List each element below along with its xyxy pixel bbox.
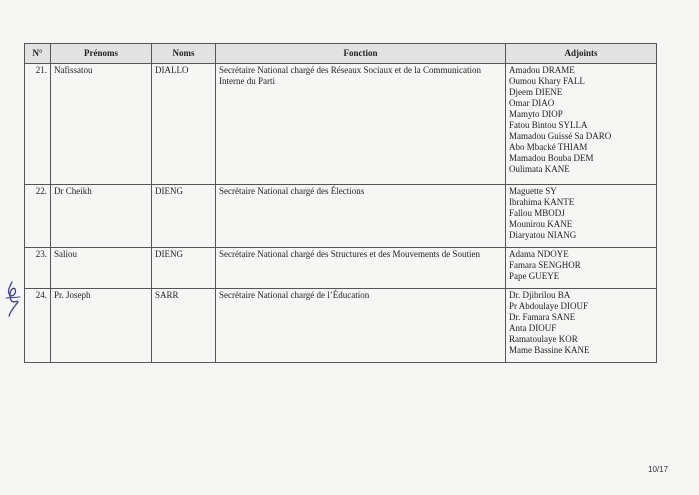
row-nom: DIENG xyxy=(152,185,216,248)
row-adjoints xyxy=(506,248,657,289)
row-fonction: Secrétaire National chargé de l’Éducation xyxy=(216,289,506,363)
adjoint-name: Oulimata KANE xyxy=(509,164,570,174)
adjoint-name: Fatou Bintou SYLLA xyxy=(509,120,588,130)
table-row xyxy=(25,185,657,248)
table-row xyxy=(25,248,657,289)
header-prenoms: Prénoms xyxy=(51,44,152,64)
adjoint-name: Fallou MBODJ xyxy=(509,208,565,218)
row-prenom: Nafissatou xyxy=(51,64,152,185)
adjoint-name: Ibrahima KANTE xyxy=(509,197,575,207)
row-adjoints xyxy=(506,289,657,363)
adjoint-name: Djeem DIENE xyxy=(509,87,563,97)
adjoint-name: Mounirou KANE xyxy=(509,219,573,229)
header-fonction: Fonction xyxy=(216,44,506,64)
row-number: 24. xyxy=(25,289,51,363)
adjoint-name: Omar DIAO xyxy=(509,98,555,108)
adjoint-name: Adama NDOYE xyxy=(509,249,569,259)
row-prenom: Dr Cheikh xyxy=(51,185,152,248)
adjoint-name: Maguette SY xyxy=(509,186,557,196)
row-nom: DIALLO xyxy=(152,64,216,185)
header-noms: Noms xyxy=(152,44,216,64)
table-row xyxy=(25,64,657,185)
table-row xyxy=(25,289,657,363)
page-number: 10/17 xyxy=(648,465,669,474)
row-fonction: Secrétaire National chargé des Réseaux Sociaux et de la Communication Interne du Parti xyxy=(216,64,506,185)
handwritten-signature xyxy=(3,280,23,318)
row-number: 23. xyxy=(25,248,51,289)
adjoint-name: Dr. Djibrilou BA xyxy=(509,290,571,300)
row-adjoints xyxy=(506,185,657,248)
row-nom: SARR xyxy=(152,289,216,363)
adjoint-name: Mame Bassine KANE xyxy=(509,345,590,355)
row-adjoints xyxy=(506,64,657,185)
adjoint-name: Pape GUEYE xyxy=(509,271,560,281)
adjoint-name: Diaryatou NIANG xyxy=(509,230,577,240)
table-header-row xyxy=(25,44,657,64)
row-fonction: Secrétaire National chargé des Structures et des Mouvements de Soutien xyxy=(216,248,506,289)
row-nom: DIENG xyxy=(152,248,216,289)
adjoint-name: Pr Abdoulaye DIOUF xyxy=(509,301,588,311)
adjoint-name: Anta DIOUF xyxy=(509,323,557,333)
row-prenom: Saliou xyxy=(51,248,152,289)
adjoint-name: Famara SENGHOR xyxy=(509,260,581,270)
adjoint-name: Dr. Famara SANE xyxy=(509,312,576,322)
row-number: 22. xyxy=(25,185,51,248)
header-num: N° xyxy=(25,44,51,64)
adjoint-name: Oumou Khary FALL xyxy=(509,76,585,86)
adjoint-name: Amadou DRAME xyxy=(509,65,575,75)
row-number: 21. xyxy=(25,64,51,185)
row-fonction: Secrétaire National chargé des Élections xyxy=(216,185,506,248)
adjoint-name: Mamadou Bouba DEM xyxy=(509,153,594,163)
adjoint-name: Abo Mbacké THIAM xyxy=(509,142,588,152)
roster-table xyxy=(24,43,657,363)
adjoint-name: Mamadou Guissé Sa DARO xyxy=(509,131,612,141)
adjoint-name: Ramatoulaye KOR xyxy=(509,334,578,344)
adjoint-name: Mamyto DIOP xyxy=(509,109,563,119)
row-prenom: Pr. Joseph xyxy=(51,289,152,363)
header-adjoints: Adjoints xyxy=(506,44,657,64)
